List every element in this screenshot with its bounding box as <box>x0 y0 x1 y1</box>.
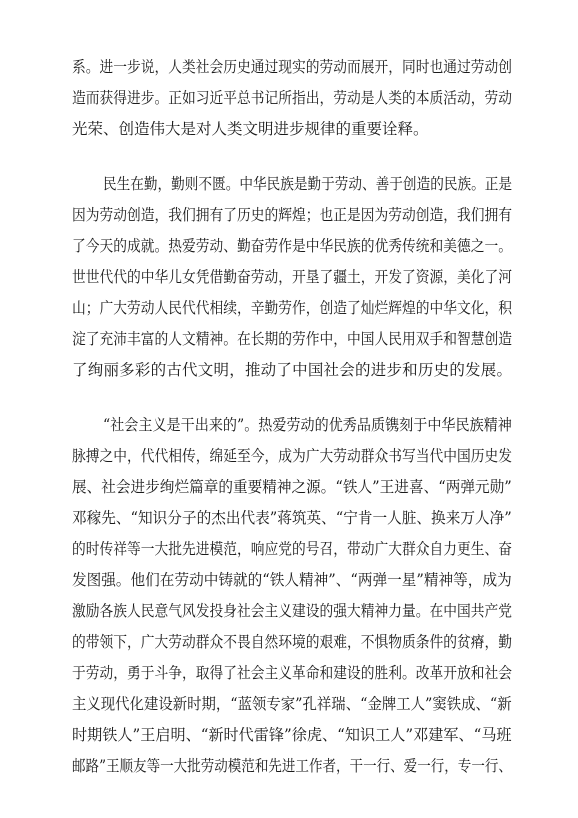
paragraph-line: 造而获得进步。正如习近平总书记所指出，劳动是人类的本质活动，劳动 <box>72 89 513 107</box>
paragraph-line: 民生在勤，勤则不匮。中华民族是勤于劳动、善于创造的民族。正是 <box>103 175 513 193</box>
paragraph-line: 世世代代的中华儿女凭借勤奋劳动，开垦了疆土，开发了资源，美化了河 <box>72 268 513 286</box>
paragraph-line: 淀了充沛丰富的人文精神。在长期的劳作中，中国人民用双手和智慧创造 <box>72 330 513 348</box>
paragraph-line: 邓稼先、“知识分子的杰出代表”蒋筑英、“宁肯一人脏、换来万人净” <box>72 509 512 527</box>
paragraph-line: 发图强。他们在劳动中铸就的“铁人精神”、“两弹一星”精神等，成为 <box>72 571 512 589</box>
paragraph-line: 因为劳动创造，我们拥有了历史的辉煌；也正是因为劳动创造，我们拥有 <box>72 206 513 224</box>
paragraph-line: 的时传祥等一大批先进模范，响应党的号召，带动广大群众自力更生、奋 <box>72 540 513 558</box>
paragraph-line: “社会主义是干出来的”。热爱劳动的优秀品质镌刻于中华民族精神 <box>103 416 512 434</box>
paragraph-line: 主义现代化建设新时期，“蓝领专家”孔祥瑞、“金牌工人”窦铁成、“新 <box>72 695 512 713</box>
paragraph-line: 山；广大劳动人民代代相续，辛勤劳作，创造了灿烂辉煌的中华文化，积 <box>72 299 513 317</box>
paragraph-line: 光荣、创造伟大是对人类文明进步规律的重要诠释。 <box>72 120 429 138</box>
paragraph-line: 脉搏之中，代代相传，绵延至今，成为广大劳动群众书写当代中国历史发 <box>72 447 513 465</box>
paragraph-line: 展、社会进步绚烂篇章的重要精神之源。“铁人”王进喜、“两弹元勋” <box>72 478 512 496</box>
paragraph-line: 了绚丽多彩的古代文明，推动了中国社会的进步和历史的发展。 <box>72 361 513 379</box>
paragraph-line: 激励各族人民意气风发投身社会主义建设的强大精神力量。在中国共产党 <box>72 602 513 620</box>
paragraph-line: 于劳动，勇于斗争，取得了社会主义革命和建设的胜利。改革开放和社会 <box>72 664 513 682</box>
paragraph-line: 时期铁人”王启明、“新时代雷锋”徐虎、“知识工人”邓建军、“马班 <box>72 726 512 744</box>
paragraph-line: 邮路”王顺友等一大批劳动模范和先进工作者，干一行、爱一行，专一行、 <box>72 757 512 775</box>
paragraph-line: 系。进一步说，人类社会历史通过现实的劳动而展开，同时也通过劳动创 <box>72 58 513 76</box>
paragraph-line: 了今天的成就。热爱劳动、勤奋劳作是中华民族的优秀传统和美德之一。 <box>72 237 513 255</box>
paragraph-line: 的带领下，广大劳动群众不畏自然环境的艰难，不惧物质条件的贫瘠，勤 <box>72 633 513 651</box>
